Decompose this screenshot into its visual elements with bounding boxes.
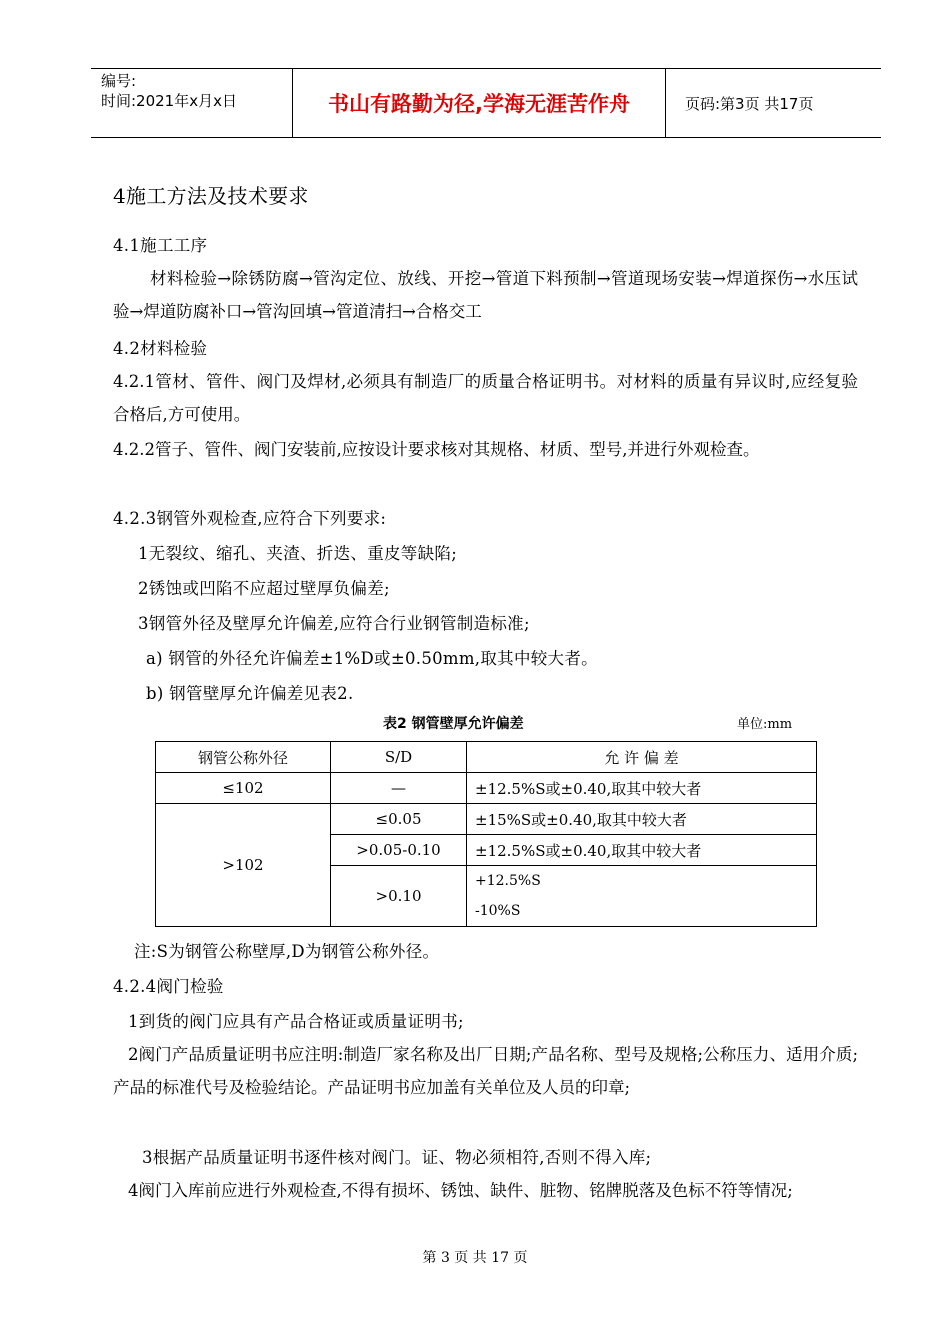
- s424-item-3: 3根据产品质量证明书逐件核对阀门。证、物必须相符,否则不得入库;: [142, 1148, 652, 1167]
- table-cell: >0.05-0.10: [331, 835, 467, 866]
- table-cell: ±12.5%S或±0.40,取其中较大者: [467, 773, 817, 804]
- header-cell: 钢管公称外径: [156, 742, 331, 773]
- table-caption: 表2 钢管壁厚允许偏差: [383, 716, 524, 732]
- number-label: 编号:: [101, 72, 137, 90]
- s41-text: 材料检验→除锈防腐→管沟定位、放线、开挖→管道下料预制→管道现场安装→焊道探伤→水压试验→焊道防腐补口→管沟回填→管道清扫→合格交工: [113, 269, 858, 321]
- s421-text: 4.2.1管材、管件、阀门及焊材,必须具有制造厂的质量合格证明书。对材料的质量有异议时,应经复验合格后,方可使用。: [113, 372, 858, 424]
- s423-item-1: 1无裂纹、缩孔、夹渣、折迭、重皮等缺陷;: [138, 544, 458, 563]
- table-cell: >0.10: [331, 866, 467, 927]
- header-cell: 允 许 偏 差: [467, 742, 817, 773]
- s424-item-2: 2阀门产品质量证明书应注明:制造厂家名称及出厂日期;产品名称、型号及规格;公称压力、适用介质;产品的标准代号及检验结论。产品证明书应加盖有关单位及人员的印章;: [113, 1045, 858, 1097]
- deviation-table: [155, 741, 817, 927]
- section-title: 4施工方法及技术要求: [113, 184, 309, 208]
- table-cell: —: [331, 773, 467, 804]
- negative-deviation: -10%S: [475, 903, 521, 919]
- page-footer: 第 3 页 共 17 页: [422, 1250, 528, 1266]
- s423-text: 4.2.3钢管外观检查,应符合下列要求:: [113, 509, 387, 528]
- header-meta: [91, 69, 291, 137]
- time-label: 时间:2021年x月x日: [101, 92, 237, 110]
- header-cell: S/D: [331, 742, 467, 773]
- table-note: 注:S为钢管公称壁厚,D为钢管公称外径。: [134, 942, 440, 961]
- table-cell: ≤0.05: [331, 804, 467, 835]
- s424-item-4: 4阀门入库前应进行外观检查,不得有损坏、锈蚀、缺件、脏物、铭牌脱落及色标不符等情况;: [128, 1181, 793, 1200]
- table-cell: [467, 866, 817, 927]
- s422-text: 4.2.2管子、管件、阀门安装前,应按设计要求核对其规格、材质、型号,并进行外观检查。: [113, 440, 760, 459]
- table-cell: ±15%S或±0.40,取其中较大者: [467, 804, 817, 835]
- table-row: [156, 773, 817, 804]
- s41-title: 4.1施工工序: [113, 236, 208, 255]
- table-cell: ±12.5%S或±0.40,取其中较大者: [467, 835, 817, 866]
- s424-title: 4.2.4阀门检验: [113, 977, 224, 996]
- header-motto: 书山有路勤为径,学海无涯苦作舟: [292, 69, 666, 137]
- table-header-row: [156, 742, 817, 773]
- table-cell: ≤102: [156, 773, 331, 804]
- page-header: [91, 68, 881, 138]
- page-info-text: 页码:第3页 共17页: [685, 94, 814, 113]
- s423-item-b: b) 钢管壁厚允许偏差见表2.: [146, 684, 354, 703]
- s42-title: 4.2材料检验: [113, 339, 208, 358]
- s423-item-2: 2锈蚀或凹陷不应超过壁厚负偏差;: [138, 579, 390, 598]
- s423-item-a: a) 钢管的外径允许偏差±1%D或±0.50mm,取其中较大者。: [146, 649, 598, 668]
- header-page-info: [675, 69, 881, 137]
- table-unit: 单位:mm: [737, 717, 793, 732]
- s424-item-1: 1到货的阀门应具有产品合格证或质量证明书;: [128, 1012, 464, 1031]
- positive-deviation: +12.5%S: [475, 873, 541, 889]
- table-row: [156, 804, 817, 835]
- s423-item-3: 3钢管外径及壁厚允许偏差,应符合行业钢管制造标准;: [138, 614, 530, 633]
- table-cell: >102: [156, 804, 331, 927]
